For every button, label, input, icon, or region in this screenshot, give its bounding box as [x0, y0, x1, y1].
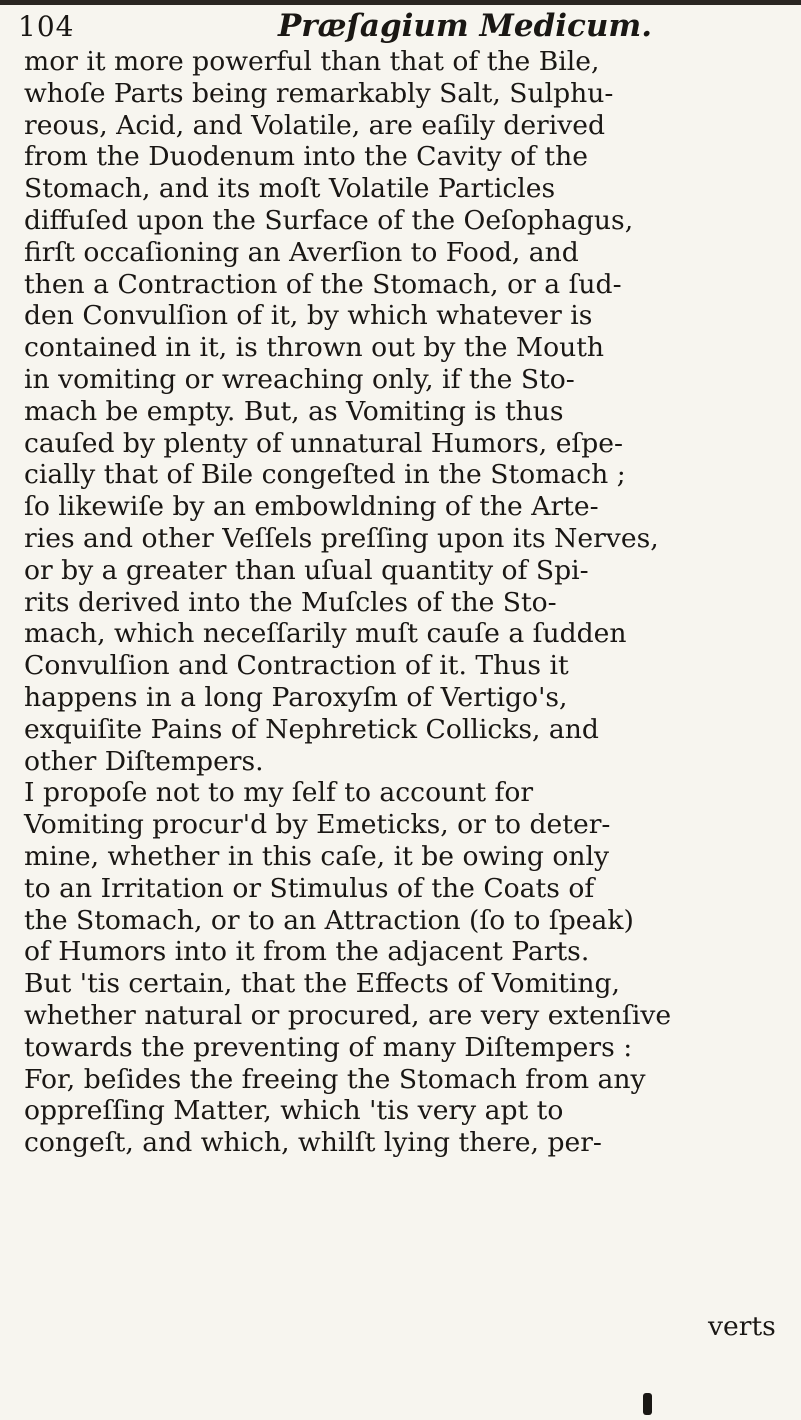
text-line: exquiſite Pains of Nephretick Collicks, and	[24, 713, 599, 745]
text-line: then a Contraction of the Stomach, or a ſud-	[24, 268, 622, 300]
text-line: congeſt, and which, whilſt lying there, per-	[24, 1127, 602, 1159]
text-line: cauſed by plenty of unnatural Humors, eſpe-	[24, 427, 624, 459]
ink-mark	[643, 1393, 652, 1415]
text-line: of Humors into it from the adjacent Parts.	[24, 936, 590, 968]
running-title: Præſagium Medicum.	[278, 8, 653, 44]
text-line: ſo likewiſe by an embowldning of the Arte-	[24, 491, 599, 523]
text-line: mor it more powerful than that of the Bile,	[24, 46, 600, 77]
text-line: from the Duodenum into the Cavity of the	[24, 141, 588, 173]
text-line: firſt occaſioning an Averſion to Food, and	[24, 236, 579, 268]
text-line: But 'tis certain, that the Effects of Vomiting,	[24, 968, 620, 1000]
body-text	[24, 46, 788, 1159]
text-line: Vomiting procur'd by Emeticks, or to deter-	[24, 809, 611, 841]
catchword: verts	[708, 1311, 776, 1342]
text-line: or by a greater than uſual quantity of Spi-	[24, 554, 589, 586]
text-line: in vomiting or wreaching only, if the Sto-	[24, 363, 575, 395]
text-line: mine, whether in this caſe, it be owing only	[24, 840, 609, 872]
text-line: other Diſtempers.	[24, 745, 264, 777]
text-line: reous, Acid, and Volatile, are eaſily derived	[24, 109, 606, 141]
page-number: 104	[18, 10, 75, 43]
text-line: to an Irritation or Stimulus of the Coats of	[24, 872, 595, 904]
text-line: whoſe Parts being remarkably Salt, Sulphu-	[24, 77, 614, 109]
text-line: cially that of Bile congeſted in the Stomach ;	[24, 459, 626, 491]
text-line: contained in it, is thrown out by the Mouth	[24, 332, 605, 364]
text-line: oppreſſing Matter, which 'tis very apt to	[24, 1095, 564, 1127]
text-line: ries and other Veſſels preſſing upon its Nerves,	[24, 522, 659, 554]
text-line: happens in a long Paroxyſm of Vertigo's,	[24, 681, 568, 713]
text-line: Convulſion and Contraction of it. Thus it	[24, 650, 569, 682]
text-line: Stomach, and its moſt Volatile Particles	[24, 173, 556, 205]
page-header	[18, 8, 788, 48]
text-line: For, beſides the freeing the Stomach from any	[24, 1063, 646, 1095]
text-line: den Convulſion of it, by which whatever is	[24, 300, 593, 332]
top-rule	[0, 0, 801, 5]
text-line: mach be empty. But, as Vomiting is thus	[24, 395, 564, 427]
text-line: the Stomach, or to an Attraction (ſo to ſpeak)	[24, 904, 634, 936]
text-line: diffuſed upon the Surface of the Oeſophagus,	[24, 204, 634, 236]
text-line: towards the preventing of many Diſtempers :	[24, 1031, 633, 1063]
text-line: I propoſe not to my ſelf to account for	[24, 777, 534, 809]
text-line: whether natural or procured, are very extenſive	[24, 999, 672, 1031]
text-line: mach, which neceſſarily muſt cauſe a ſudden	[24, 618, 627, 650]
text-line: rits derived into the Muſcles of the Sto-	[24, 586, 557, 618]
